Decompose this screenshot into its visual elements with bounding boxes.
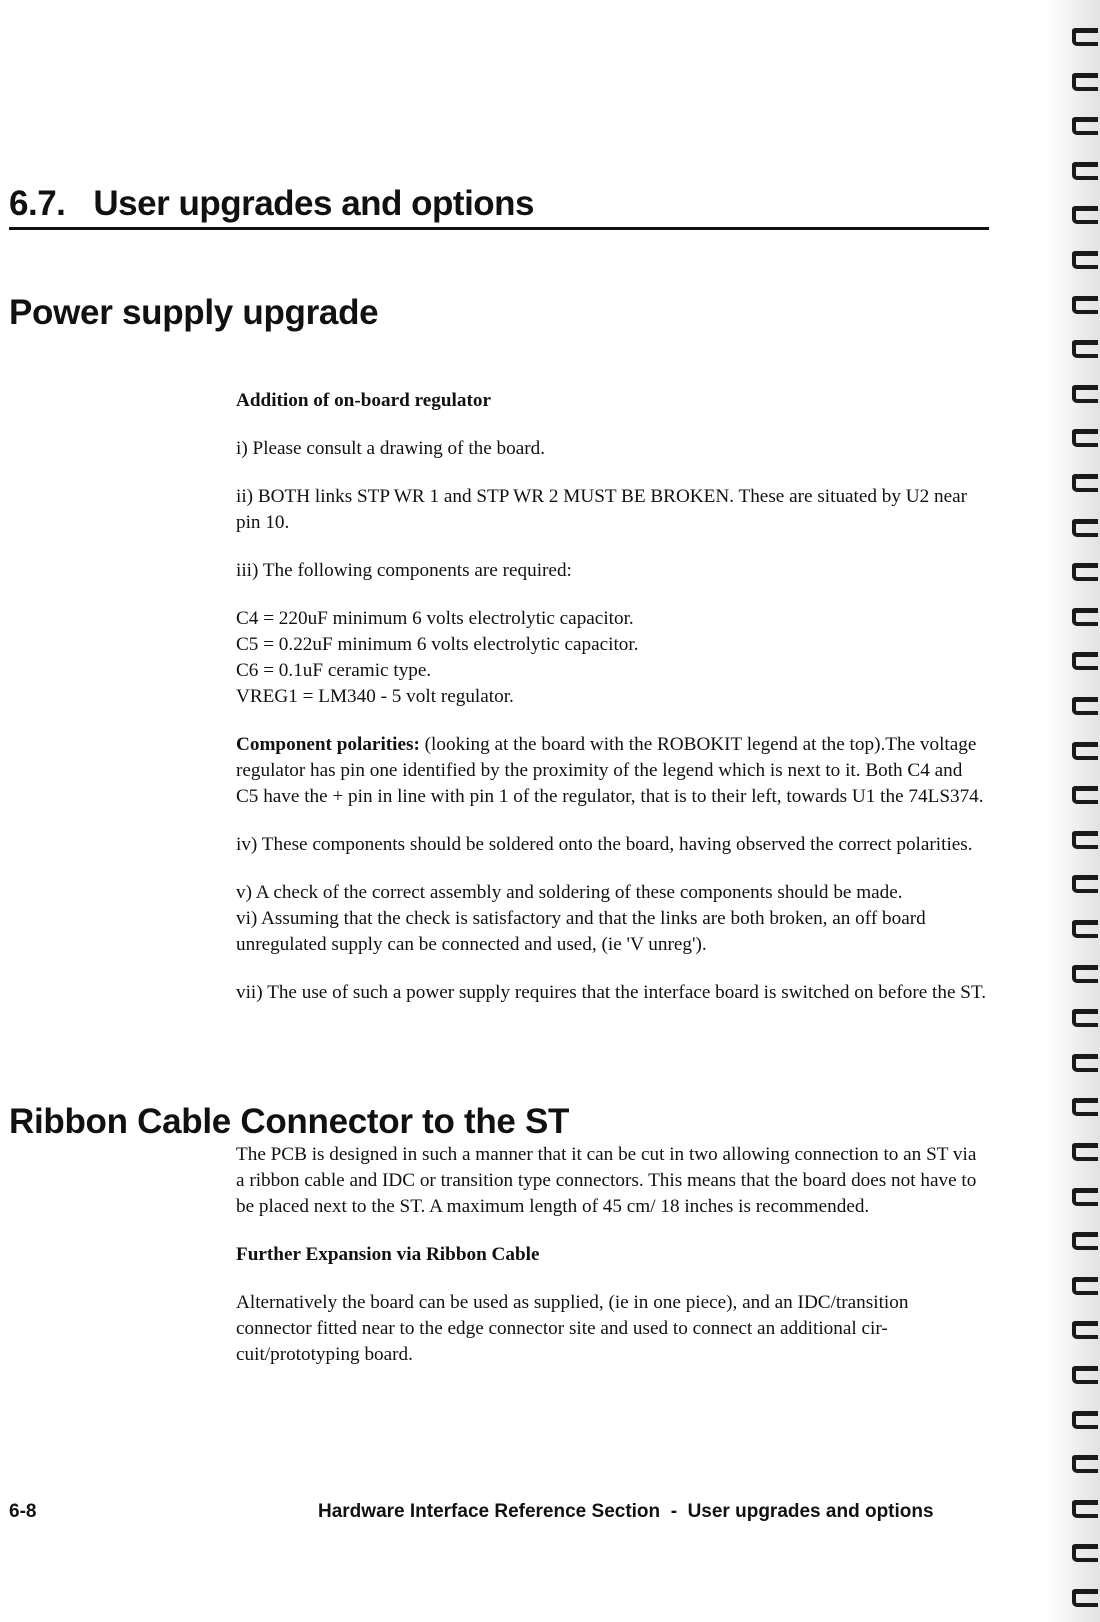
binding-coil-icon (1072, 340, 1098, 358)
binding-coil-icon (1072, 1009, 1098, 1027)
binding-coil-icon (1072, 474, 1098, 492)
ribbon-intro: The PCB is designed in such a manner that it can be cut in two allowing connection to an ST via a ribbon cable and IDC or transition type connectors. This means that the board does not have to be placed next to the ST. A maximum length of 45 cm/ 18 inches is recommended. (236, 1144, 977, 1217)
step-ii: ii) BOTH links STP WR 1 and STP WR 2 MUST BE BROKEN. These are situated by U2 near pin 10. (236, 486, 968, 533)
binding-coil-icon (1072, 117, 1098, 135)
binding-coil-icon (1072, 742, 1098, 760)
expansion-text: Alternatively the board can be used as supplied, (ie in one piece), and an IDC/transition connector fitted near to the edge connector site and used to connect an additional cir-cuit/prototyping board. (236, 1292, 909, 1365)
binding-coil-icon (1072, 1188, 1098, 1206)
binding-coil-icon (1072, 1277, 1098, 1295)
binding-coil-icon (1072, 831, 1098, 849)
power-supply-heading: Power supply upgrade (9, 293, 379, 332)
binding-coil-icon (1072, 1054, 1098, 1072)
polarities-label: Component polarities: (236, 734, 420, 755)
binding-coil-icon (1072, 786, 1098, 804)
binding-coil-icon (1072, 563, 1098, 581)
footer-page-number: 6-8 (9, 1501, 37, 1522)
component-item: C6 = 0.1uF ceramic type. (236, 660, 432, 681)
step-v: v) A check of the correct assembly and soldering of these components should be made. (236, 882, 903, 903)
regulator-subheading: Addition of on-board regulator (236, 390, 491, 411)
binding-coil-icon (1072, 28, 1098, 46)
binding-coil-icon (1072, 1544, 1098, 1562)
binding-coil-icon (1072, 1321, 1098, 1339)
component-item: VREG1 = LM340 - 5 volt regulator. (236, 686, 514, 707)
binding-coil-icon (1072, 429, 1098, 447)
binding-coil-icon (1072, 1143, 1098, 1161)
binding-coil-icon (1072, 1098, 1098, 1116)
polarities-text: (looking at the board with the ROBOKIT legend at the top).The voltage regulator has pin one identified by the proximity of the legend which is next to it. Both C4 and C5 have the + pin in line with pin 1 of the regulator, that is to their left, towards U1 the 74LS374. (236, 734, 984, 807)
binding-coil-icon (1072, 697, 1098, 715)
binding-coil-icon (1072, 1366, 1098, 1384)
polarities-paragraph (236, 732, 988, 810)
power-supply-body (236, 388, 988, 1028)
binding-coil-icon (1072, 162, 1098, 180)
section-number: 6.7. (9, 184, 66, 223)
section-title: User upgrades and options (93, 184, 535, 223)
step-i: i) Please consult a drawing of the board. (236, 438, 546, 459)
step-iv: iv) These components should be soldered onto the board, having observed the correct polarities. (236, 834, 973, 855)
binding-coil-icon (1072, 1411, 1098, 1429)
binding-coil-icon (1072, 608, 1098, 626)
binding-coil-icon (1072, 1589, 1098, 1607)
binding-coil-icon (1072, 206, 1098, 224)
step-iii: iii) The following components are required: (236, 560, 572, 581)
binding-coil-icon (1072, 519, 1098, 537)
binding-coil-icon (1072, 73, 1098, 91)
footer-title: Hardware Interface Reference Section - User upgrades and options (318, 1501, 934, 1522)
ribbon-cable-heading: Ribbon Cable Connector to the ST (9, 1102, 570, 1141)
binding-coil-icon (1072, 385, 1098, 403)
binding-coil-icon (1072, 652, 1098, 670)
binding-coil-icon (1072, 1455, 1098, 1473)
binding-coil-icon (1072, 296, 1098, 314)
step-vi: vi) Assuming that the check is satisfactory and that the links are both broken, an off board unregulated supply can be connected and used, (ie 'V unreg'). (236, 908, 926, 955)
binding-coil-icon (1072, 965, 1098, 983)
step-vii: vii) The use of such a power supply requires that the interface board is switched on before the ST. (236, 982, 987, 1003)
binding-coil-icon (1072, 1500, 1098, 1518)
component-item: C5 = 0.22uF minimum 6 volts electrolytic capacitor. (236, 634, 639, 655)
component-item: C4 = 220uF minimum 6 volts electrolytic capacitor. (236, 608, 634, 629)
section-heading (9, 186, 989, 230)
binding-coil-icon (1072, 875, 1098, 893)
binding-coil-icon (1072, 251, 1098, 269)
binding-coil-icon (1072, 1232, 1098, 1250)
binding-coil-icon (1072, 920, 1098, 938)
ribbon-cable-body (236, 1142, 988, 1390)
expansion-subheading: Further Expansion via Ribbon Cable (236, 1244, 540, 1265)
